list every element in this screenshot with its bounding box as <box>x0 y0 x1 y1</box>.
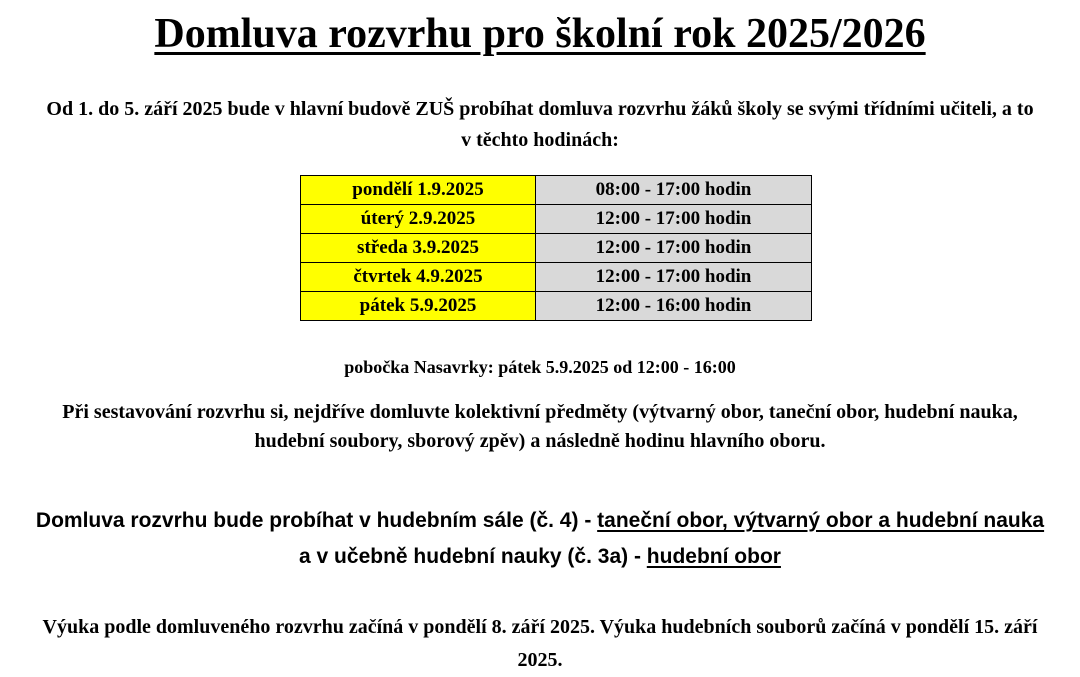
day-cell: pondělí 1.9.2025 <box>301 176 536 205</box>
day-cell: středa 3.9.2025 <box>301 234 536 263</box>
day-cell: pátek 5.9.2025 <box>301 292 536 321</box>
location-text <box>30 503 1050 575</box>
page-title: Domluva rozvrhu pro školní rok 2025/2026 <box>154 11 926 57</box>
intro-text: Od 1. do 5. září 2025 bude v hlavní budově ZUŠ probíhat domluva rozvrhu žáků školy se svými třídními učiteli, a to v těchto hodinách: <box>46 98 1034 151</box>
instructions-text: Při sestavování rozvrhu si, nejdříve domluvte kolektivní předměty (výtvarný obor, taneční obor, hudební nauka, hudební soubory, sborový zpěv) a následně hodinu hlavního oboru. <box>62 401 1018 452</box>
table-row <box>301 205 812 234</box>
location-part-2: a v učebně hudební nauky (č. 3a) - <box>299 545 647 568</box>
table-row <box>301 292 812 321</box>
day-cell: úterý 2.9.2025 <box>301 205 536 234</box>
table-row <box>301 234 812 263</box>
start-text: Výuka podle domluveného rozvrhu začíná v pondělí 8. září 2025. Výuka hudebních souborů začíná v pondělí 15. září 2025. <box>42 616 1038 671</box>
time-cell: 08:00 - 17:00 hodin <box>536 176 812 205</box>
day-cell: čtvrtek 4.9.2025 <box>301 263 536 292</box>
location-emphasis-2: hudební obor <box>646 545 781 568</box>
schedule-table <box>300 175 812 321</box>
branch-note: pobočka Nasavrky: pátek 5.9.2025 od 12:00 - 16:00 <box>344 357 736 377</box>
location-emphasis-1: taneční obor, výtvarný obor a hudební nauka <box>597 509 1045 532</box>
time-cell: 12:00 - 17:00 hodin <box>536 263 812 292</box>
table-row <box>301 263 812 292</box>
time-cell: 12:00 - 16:00 hodin <box>536 292 812 321</box>
table-row <box>301 176 812 205</box>
time-cell: 12:00 - 17:00 hodin <box>536 234 812 263</box>
time-cell: 12:00 - 17:00 hodin <box>536 205 812 234</box>
location-part-1: Domluva rozvrhu bude probíhat v hudebním sále (č. 4) - <box>35 509 598 532</box>
